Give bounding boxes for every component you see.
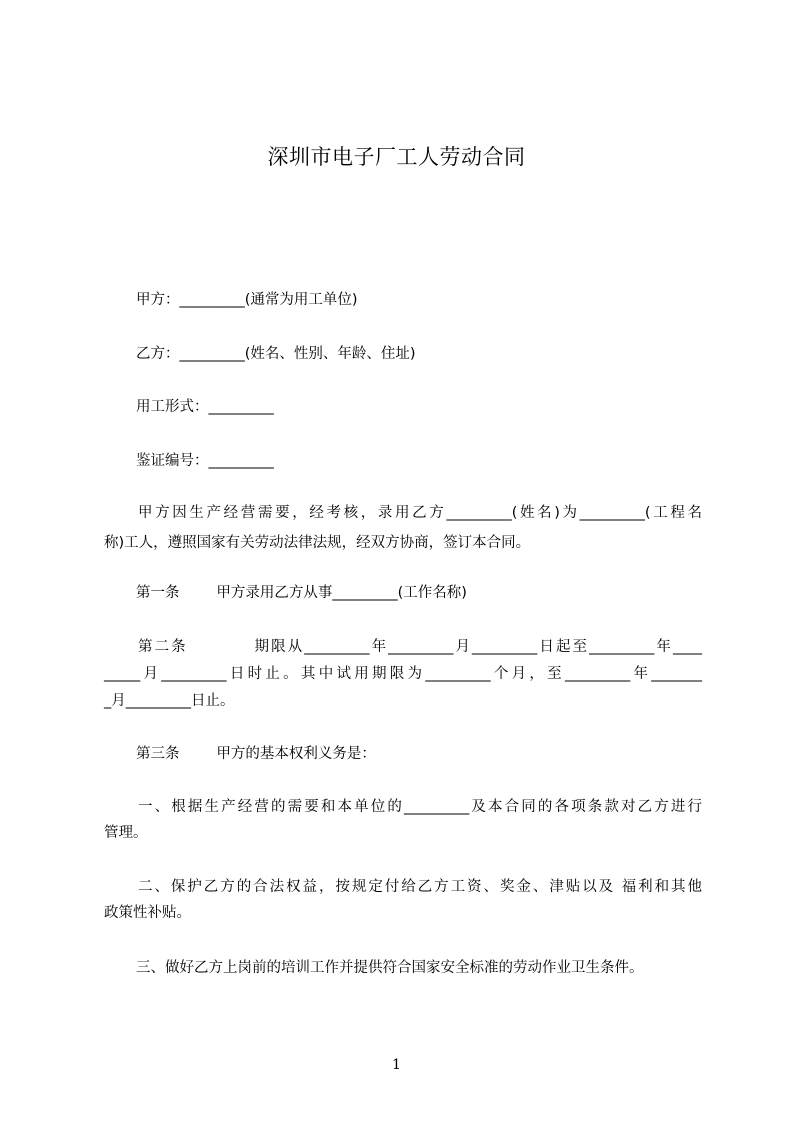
article-2-paragraph bbox=[104, 637, 702, 711]
document-title: 深圳市电子厂工人劳动合同 bbox=[267, 145, 526, 169]
employment-form-line: 用工形式：_________ bbox=[136, 399, 274, 415]
intro-line-2: 称)工人，遵照国家有关劳动法律法规，经双方协商，签订本合同。 bbox=[104, 535, 531, 551]
item-3: 三、做好乙方上岗前的培训工作并提供符合国家安全标准的劳动作业卫生条件。 bbox=[136, 960, 644, 976]
item-2-line-1: 二、保护乙方的合法权益，按规定付给乙方工资、奖金、津贴以及 福利和其他 bbox=[138, 879, 702, 895]
item-1-line-2: 管理。 bbox=[104, 825, 148, 841]
intro-line-1: 甲方因生产经营需要，经考核，录用乙方_________(姓名)为_________(工程名 bbox=[138, 505, 702, 521]
party-b-line: 乙方：_________(姓名、性别、年龄、住址) bbox=[136, 346, 416, 362]
intro-paragraph bbox=[104, 503, 702, 553]
article-3: 第三条 甲方的基本权利义务是： bbox=[136, 746, 376, 762]
page-number: 1 bbox=[392, 1057, 401, 1073]
article-2-line-3: _月_________日止。 bbox=[104, 693, 235, 709]
article-2-line-2: _____月_________日时止。其中试用期限为_________个月，至_________年_______ bbox=[104, 666, 702, 682]
item-1-paragraph bbox=[104, 797, 702, 843]
item-1-line-1: 一、根据生产经营的需要和本单位的_________及本合同的各项条款对乙方进行 bbox=[138, 799, 702, 815]
verification-number-line: 鉴证编号：_________ bbox=[136, 453, 274, 469]
article-2-line-1: 第二条 期限从_________年_________月_________日起至_________年____ bbox=[138, 639, 702, 655]
item-2-line-2: 政策性补贴。 bbox=[104, 905, 191, 921]
item-2-paragraph bbox=[104, 877, 702, 923]
article-1: 第一条 甲方录用乙方从事_________(工作名称) bbox=[136, 585, 467, 601]
party-a-line: 甲方：_________(通常为用工单位) bbox=[136, 292, 358, 308]
